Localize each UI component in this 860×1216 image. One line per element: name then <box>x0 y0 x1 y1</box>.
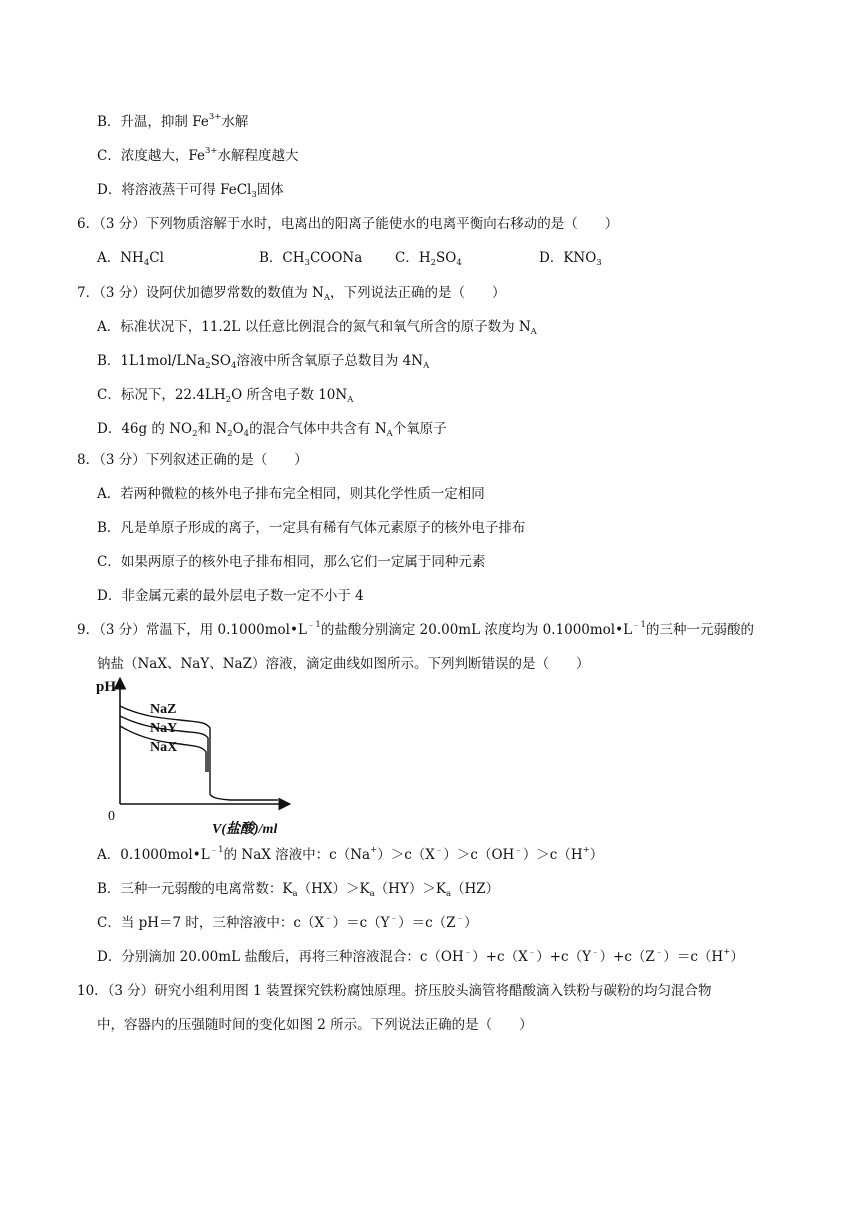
q10-stem-line1: 10．（3 分）研究小组利用图 1 装置探究铁粉腐蚀原理。挤压胶头滴管将醋酸滴入铁粉与碳粉的均匀混合物 <box>77 983 712 999</box>
q7-option-c: C．标况下，$22.4LH_2O$ 所含电子数 $10N_A$ <box>97 387 354 405</box>
y-axis-label: pH <box>96 679 117 695</box>
origin-label: 0 <box>108 809 115 824</box>
q10-stem-line2: 中，容器内的压强随时间的变化如图 2 所示。下列说法正确的是（ ） <box>97 1017 533 1033</box>
q8-stem: 8．（3 分）下列叙述正确的是（ ） <box>77 452 308 468</box>
curve-naz <box>120 706 278 800</box>
q7-option-a: A．标准状况下，11.2L 以任意比例混合的氮气和氧气所含的原子数为 $N_A$ <box>97 319 537 337</box>
q9-option-b: B．三种一元弱酸的电离常数：$K_a(HX)>K_a(HY)>K_a(HZ)$ <box>97 881 500 899</box>
q9-option-d: D．分别滴加 20.00mL 盐酸后，再将三种溶液混合：c（OH﹣）+c（X﹣）+c（Y﹣）+c（Z﹣）＝c（H+） <box>97 947 744 965</box>
curve-label-nax: NaX <box>150 740 178 755</box>
q6-option-d: D．$KNO_3$ <box>539 250 602 268</box>
q7-stem: 7．（3 分）设阿伏加德罗常数的数值为 $N_A$，下列说法正确的是（ ） <box>77 285 506 303</box>
q9-option-a: A．$0.1000mol•L^{﹣1}$的 NaX 溶液中：c（Na+）＞c（X﹣）＞c（OH﹣）＞c（H+） <box>97 845 604 863</box>
q9-stem-line2: 钠盐（NaX、NaY、NaZ）溶液，滴定曲线如图所示。下列判断错误的是（ ） <box>97 656 590 672</box>
q6-option-c: C．$H_2SO_4$ <box>395 250 462 268</box>
q7-option-b: B．$1L1mol/LNa_2SO_4$溶液中所含氧原子总数目为 $4N_A$ <box>97 353 430 371</box>
curve-label-naz: NaZ <box>150 702 177 717</box>
titration-curve-figure <box>96 672 300 840</box>
q9-stem-line1: 9．（3 分）常温下，用 $0.1000mol•L^{﹣1}$的盐酸分别滴定 20.00mL 浓度均为 $0.1000mol•L^{﹣1}$的三种一元弱酸的 <box>77 620 754 638</box>
q5-option-c: C．浓度越大，$Fe^{3+}$水解程度越大 <box>97 146 299 164</box>
curve-label-nay: NaY <box>150 721 178 736</box>
x-axis-label: V(盐酸)/ml <box>212 822 278 837</box>
q6-option-a: A．$NH_4Cl$ <box>97 250 164 268</box>
q8-option-a: A．若两种微粒的核外电子排布完全相同，则其化学性质一定相同 <box>97 486 485 502</box>
q7-option-d: D．46g 的 $NO_2$和 $N_2O_4$的混合气体中共含有 $N_A$个氧原子 <box>97 421 447 439</box>
q8-option-b: B．凡是单原子形成的离子，一定具有稀有气体元素原子的核外电子排布 <box>97 520 526 536</box>
q8-option-d: D．非金属元素的最外层电子数一定不小于 4 <box>97 588 364 604</box>
q6-option-b: B．$CH_3COONa$ <box>259 250 363 268</box>
q6-stem: 6．（3 分）下列物质溶解于水时，电离出的阳离子能使水的电离平衡向右移动的是（ ） <box>77 216 619 232</box>
q9-option-c: C．当 pH＝7 时，三种溶液中：c（X﹣）＝c（Y﹣）＝c（Z﹣） <box>97 913 478 931</box>
q5-option-b: B．升温，抑制 $Fe^{3+}$水解 <box>97 112 249 130</box>
q6-options <box>97 249 697 267</box>
q5-option-d: D．将溶液蒸干可得 FeCl$_3$固体 <box>97 182 284 200</box>
q8-option-c: C．如果两原子的核外电子排布相同，那么它们一定属于同种元素 <box>97 554 486 570</box>
